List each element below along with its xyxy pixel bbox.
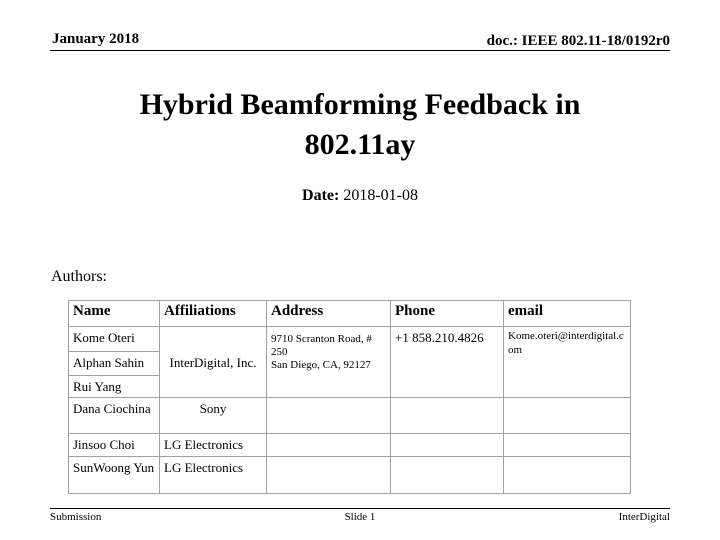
slide-title-line-2: 802.11ay [304,128,416,161]
author-address [267,434,391,457]
author-phone [391,398,504,434]
author-email: Kome.oteri@interdigital.com [504,327,631,398]
author-phone: +1 858.210.4826 [391,327,504,398]
table-row [69,457,631,494]
date-value: 2018-01-08 [343,187,418,204]
col-header-affiliations: Affiliations [160,301,267,327]
table-header-row [69,301,631,327]
header-rule [50,50,670,51]
authors-label: Authors: [51,268,107,285]
author-email [504,434,631,457]
author-phone [391,434,504,457]
date-line [0,187,720,205]
address-line-2: San Diego, CA, 92127 [271,359,371,371]
authors-table [68,300,631,494]
author-name: Jinsoo Choi [69,434,160,457]
col-header-phone: Phone [391,301,504,327]
author-email [504,398,631,434]
author-affiliation: InterDigital, Inc. [160,327,267,398]
footer-submission: Submission [50,511,102,523]
author-email [504,457,631,494]
author-name: Rui Yang [69,376,160,398]
footer-rule [50,508,670,509]
author-address [267,457,391,494]
author-address [267,327,391,398]
author-affiliation: LG Electronics [160,434,267,457]
footer-slide-number: Slide 1 [344,511,376,523]
author-affiliation: Sony [160,398,267,434]
col-header-address: Address [267,301,391,327]
header-date: January 2018 [52,31,140,47]
table-row [69,327,631,352]
author-name: Alphan Sahin [69,352,160,376]
date-label: Date: [302,187,340,204]
author-name: Kome Oteri [69,327,160,352]
slide-title-line-1: Hybrid Beamforming Feedback in [139,88,581,121]
author-name: Dana Ciochina [69,398,160,434]
header-doc-id: doc.: IEEE 802.11-18/0192r0 [486,33,670,49]
slide-title [0,85,720,165]
author-phone [391,457,504,494]
author-affiliation: LG Electronics [160,457,267,494]
address-line-1: 9710 Scranton Road, # 250 [271,333,372,358]
table-row [69,434,631,457]
author-name: SunWoong Yun [69,457,160,494]
footer-company: InterDigital [618,511,670,523]
col-header-email: email [504,301,631,327]
author-address [267,398,391,434]
col-header-name: Name [69,301,160,327]
table-row [69,398,631,434]
